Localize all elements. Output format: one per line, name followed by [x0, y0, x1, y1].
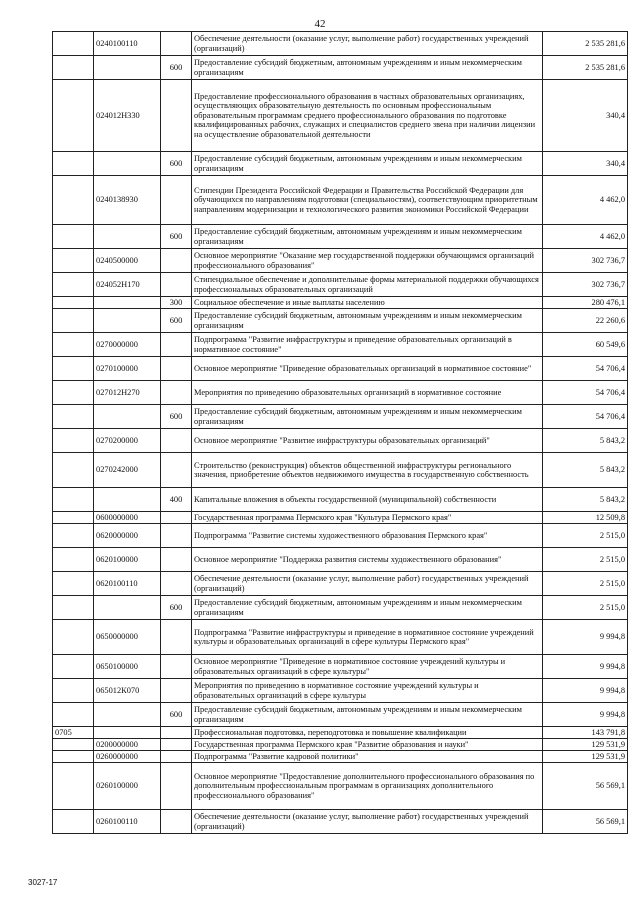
- table-row: [53, 739, 628, 751]
- section-code-cell: [53, 333, 94, 357]
- expense-type-code-cell: [161, 572, 192, 596]
- expense-type-code-cell: [161, 176, 192, 225]
- expense-type-code-cell: [161, 32, 192, 56]
- target-article-code-cell: [94, 225, 161, 249]
- expense-type-code-cell: [161, 512, 192, 524]
- expense-type-code-cell: [161, 249, 192, 273]
- table-row: [53, 225, 628, 249]
- amount-cell: 302 736,7: [543, 249, 628, 273]
- amount-cell: 5 843,2: [543, 488, 628, 512]
- section-code-cell: [53, 453, 94, 488]
- section-code-cell: 0705: [53, 727, 94, 739]
- target-article-code-cell: 024052Н170: [94, 273, 161, 297]
- item-name-cell: Основное мероприятие "Предоставление дополнительного профессионального образования по дополнительным профессиональным программам в организациях дополнительного профессионального образования": [192, 763, 543, 810]
- target-article-code-cell: 0270100000: [94, 357, 161, 381]
- target-article-code-cell: 0270242000: [94, 453, 161, 488]
- item-name-cell: Предоставление субсидий бюджетным, автономным учреждениям и иным некоммерческим организациям: [192, 596, 543, 620]
- target-article-code-cell: 0260100000: [94, 763, 161, 810]
- amount-cell: 4 462,0: [543, 225, 628, 249]
- table-row: [53, 512, 628, 524]
- expense-type-code-cell: [161, 548, 192, 572]
- item-name-cell: Подпрограмма "Развитие инфраструктуры и приведение образовательных организаций в нормативное состояние": [192, 333, 543, 357]
- target-article-code-cell: 0240500000: [94, 249, 161, 273]
- budget-table-body: [53, 32, 628, 834]
- item-name-cell: Обеспечение деятельности (оказание услуг, выполнение работ) государственных учреждений (организаций): [192, 32, 543, 56]
- expense-type-code-cell: [161, 273, 192, 297]
- amount-cell: 340,4: [543, 152, 628, 176]
- table-row: [53, 453, 628, 488]
- item-name-cell: Предоставление субсидий бюджетным, автономным учреждениям и иным некоммерческим организациям: [192, 152, 543, 176]
- table-row: [53, 655, 628, 679]
- item-name-cell: Основное мероприятие "Приведение образовательных организаций в нормативное состояние": [192, 357, 543, 381]
- amount-cell: 302 736,7: [543, 273, 628, 297]
- expense-type-code-cell: 600: [161, 152, 192, 176]
- item-name-cell: Социальное обеспечение и иные выплаты населению: [192, 297, 543, 309]
- amount-cell: 22 260,6: [543, 309, 628, 333]
- expense-type-code-cell: 600: [161, 309, 192, 333]
- table-row: [53, 32, 628, 56]
- item-name-cell: Государственная программа Пермского края "Развитие образования и науки": [192, 739, 543, 751]
- target-article-code-cell: [94, 703, 161, 727]
- target-article-code-cell: 0270200000: [94, 429, 161, 453]
- amount-cell: 9 994,8: [543, 620, 628, 655]
- amount-cell: 129 531,9: [543, 739, 628, 751]
- target-article-code-cell: [94, 309, 161, 333]
- section-code-cell: [53, 309, 94, 333]
- target-article-code-cell: 027012Н270: [94, 381, 161, 405]
- table-row: [53, 763, 628, 810]
- table-row: [53, 273, 628, 297]
- section-code-cell: [53, 176, 94, 225]
- target-article-code-cell: 0650000000: [94, 620, 161, 655]
- expense-type-code-cell: [161, 763, 192, 810]
- section-code-cell: [53, 655, 94, 679]
- section-code-cell: [53, 524, 94, 548]
- amount-cell: 5 843,2: [543, 429, 628, 453]
- item-name-cell: Подпрограмма "Развитие кадровой политики": [192, 751, 543, 763]
- expense-type-code-cell: 600: [161, 596, 192, 620]
- amount-cell: 9 994,8: [543, 703, 628, 727]
- amount-cell: 54 706,4: [543, 357, 628, 381]
- table-row: [53, 679, 628, 703]
- target-article-code-cell: 0260100110: [94, 810, 161, 834]
- item-name-cell: Мероприятия по приведению в нормативное состояние учреждений культуры и образовательных организаций в сфере культуры: [192, 679, 543, 703]
- section-code-cell: [53, 810, 94, 834]
- amount-cell: 4 462,0: [543, 176, 628, 225]
- item-name-cell: Обеспечение деятельности (оказание услуг, выполнение работ) государственных учреждений (организаций): [192, 572, 543, 596]
- expense-type-code-cell: 600: [161, 225, 192, 249]
- budget-table: [52, 31, 628, 834]
- amount-cell: 5 843,2: [543, 453, 628, 488]
- item-name-cell: Предоставление субсидий бюджетным, автономным учреждениям и иным некоммерческим организациям: [192, 309, 543, 333]
- page-number: 42: [314, 18, 326, 30]
- target-article-code-cell: [94, 152, 161, 176]
- item-name-cell: Мероприятия по приведению образовательных организаций в нормативное состояние: [192, 381, 543, 405]
- section-code-cell: [53, 739, 94, 751]
- expense-type-code-cell: 600: [161, 56, 192, 80]
- target-article-code-cell: 0240138930: [94, 176, 161, 225]
- amount-cell: 12 509,8: [543, 512, 628, 524]
- section-code-cell: [53, 751, 94, 763]
- amount-cell: 56 569,1: [543, 763, 628, 810]
- expense-type-code-cell: [161, 679, 192, 703]
- section-code-cell: [53, 32, 94, 56]
- amount-cell: 2 515,0: [543, 524, 628, 548]
- amount-cell: 9 994,8: [543, 679, 628, 703]
- expense-type-code-cell: [161, 80, 192, 152]
- section-code-cell: [53, 679, 94, 703]
- item-name-cell: Стипендиальное обеспечение и дополнительные формы материальной поддержки обучающихся профессиональных образовательных организаций: [192, 273, 543, 297]
- item-name-cell: Предоставление субсидий бюджетным, автономным учреждениям и иным некоммерческим организациям: [192, 405, 543, 429]
- table-row: [53, 572, 628, 596]
- expense-type-code-cell: [161, 429, 192, 453]
- amount-cell: 2 515,0: [543, 548, 628, 572]
- item-name-cell: Обеспечение деятельности (оказание услуг, выполнение работ) государственных учреждений (организаций): [192, 810, 543, 834]
- table-row: [53, 727, 628, 739]
- section-code-cell: [53, 225, 94, 249]
- item-name-cell: Предоставление профессионального образования в частных образовательных организациях, осуществляющих образовательную деятельность по основным профессиональным образовательным программам среднего профессионального образования по подготовке квалифицированных рабочих, служащих и специалистов среднего звена при наличии лицензии на осуществление образовательной деятельности: [192, 80, 543, 152]
- item-name-cell: Основное мероприятие "Приведение в нормативное состояние учреждений культуры и образовательных организаций в сфере культуры": [192, 655, 543, 679]
- table-row: [53, 381, 628, 405]
- section-code-cell: [53, 488, 94, 512]
- item-name-cell: Государственная программа Пермского края "Культура Пермского края": [192, 512, 543, 524]
- table-row: [53, 703, 628, 727]
- amount-cell: 129 531,9: [543, 751, 628, 763]
- expense-type-code-cell: 400: [161, 488, 192, 512]
- section-code-cell: [53, 80, 94, 152]
- item-name-cell: Строительство (реконструкция) объектов общественной инфраструктуры регионального значения, приобретение объектов недвижимого имущества в государственную собственность: [192, 453, 543, 488]
- table-row: [53, 620, 628, 655]
- table-row: [53, 524, 628, 548]
- section-code-cell: [53, 763, 94, 810]
- section-code-cell: [53, 152, 94, 176]
- table-row: [53, 80, 628, 152]
- table-row: [53, 429, 628, 453]
- target-article-code-cell: 0620000000: [94, 524, 161, 548]
- section-code-cell: [53, 703, 94, 727]
- target-article-code-cell: 065012К070: [94, 679, 161, 703]
- amount-cell: 2 515,0: [543, 572, 628, 596]
- table-row: [53, 405, 628, 429]
- expense-type-code-cell: [161, 727, 192, 739]
- table-row: [53, 176, 628, 225]
- target-article-code-cell: [94, 405, 161, 429]
- expense-type-code-cell: [161, 620, 192, 655]
- item-name-cell: Основное мероприятие "Поддержка развития системы художественного образования": [192, 548, 543, 572]
- section-code-cell: [53, 548, 94, 572]
- item-name-cell: Предоставление субсидий бюджетным, автономным учреждениям и иным некоммерческим организациям: [192, 225, 543, 249]
- table-row: [53, 810, 628, 834]
- amount-cell: 340,4: [543, 80, 628, 152]
- amount-cell: 9 994,8: [543, 655, 628, 679]
- section-code-cell: [53, 572, 94, 596]
- expense-type-code-cell: 600: [161, 405, 192, 429]
- item-name-cell: Стипендии Президента Российской Федерации и Правительства Российской Федерации для обучающихся по направлениям подготовки (специальностям), соответствующим приоритетным направлениям модернизации и технологического развития экономики Российской Федерации: [192, 176, 543, 225]
- expense-type-code-cell: [161, 333, 192, 357]
- section-code-cell: [53, 381, 94, 405]
- table-row: [53, 488, 628, 512]
- expense-type-code-cell: [161, 655, 192, 679]
- target-article-code-cell: [94, 56, 161, 80]
- section-code-cell: [53, 596, 94, 620]
- expense-type-code-cell: [161, 751, 192, 763]
- table-row: [53, 152, 628, 176]
- amount-cell: 54 706,4: [543, 405, 628, 429]
- table-row: [53, 548, 628, 572]
- table-row: [53, 56, 628, 80]
- target-article-code-cell: 0620100110: [94, 572, 161, 596]
- table-row: [53, 596, 628, 620]
- section-code-cell: [53, 620, 94, 655]
- section-code-cell: [53, 357, 94, 381]
- section-code-cell: [53, 405, 94, 429]
- table-row: [53, 751, 628, 763]
- item-name-cell: Капитальные вложения в объекты государственной (муниципальной) собственности: [192, 488, 543, 512]
- amount-cell: 54 706,4: [543, 381, 628, 405]
- table-row: [53, 297, 628, 309]
- target-article-code-cell: 0240100110: [94, 32, 161, 56]
- section-code-cell: [53, 429, 94, 453]
- amount-cell: 56 569,1: [543, 810, 628, 834]
- target-article-code-cell: [94, 488, 161, 512]
- target-article-code-cell: 024012Н330: [94, 80, 161, 152]
- item-name-cell: Подпрограмма "Развитие системы художественного образования Пермского края": [192, 524, 543, 548]
- section-code-cell: [53, 56, 94, 80]
- expense-type-code-cell: 300: [161, 297, 192, 309]
- amount-cell: 2 515,0: [543, 596, 628, 620]
- amount-cell: 60 549,6: [543, 333, 628, 357]
- expense-type-code-cell: [161, 739, 192, 751]
- item-name-cell: Профессиональная подготовка, переподготовка и повышение квалификации: [192, 727, 543, 739]
- target-article-code-cell: [94, 727, 161, 739]
- section-code-cell: [53, 512, 94, 524]
- section-code-cell: [53, 273, 94, 297]
- table-row: [53, 309, 628, 333]
- target-article-code-cell: 0200000000: [94, 739, 161, 751]
- item-name-cell: Предоставление субсидий бюджетным, автономным учреждениям и иным некоммерческим организациям: [192, 703, 543, 727]
- table-row: [53, 333, 628, 357]
- target-article-code-cell: 0650100000: [94, 655, 161, 679]
- document-footer-code: 3027-17: [28, 878, 58, 887]
- target-article-code-cell: [94, 596, 161, 620]
- target-article-code-cell: 0600000000: [94, 512, 161, 524]
- amount-cell: 143 791,8: [543, 727, 628, 739]
- target-article-code-cell: 0620100000: [94, 548, 161, 572]
- target-article-code-cell: [94, 297, 161, 309]
- expense-type-code-cell: [161, 810, 192, 834]
- target-article-code-cell: 0260000000: [94, 751, 161, 763]
- expense-type-code-cell: [161, 357, 192, 381]
- item-name-cell: Предоставление субсидий бюджетным, автономным учреждениям и иным некоммерческим организациям: [192, 56, 543, 80]
- section-code-cell: [53, 249, 94, 273]
- amount-cell: 280 476,1: [543, 297, 628, 309]
- item-name-cell: Основное мероприятие "Оказание мер государственной поддержки обучающимся организаций профессионального образования": [192, 249, 543, 273]
- section-code-cell: [53, 297, 94, 309]
- expense-type-code-cell: [161, 453, 192, 488]
- table-row: [53, 249, 628, 273]
- expense-type-code-cell: [161, 524, 192, 548]
- expense-type-code-cell: 600: [161, 703, 192, 727]
- target-article-code-cell: 0270000000: [94, 333, 161, 357]
- expense-type-code-cell: [161, 381, 192, 405]
- table-row: [53, 357, 628, 381]
- amount-cell: 2 535 281,6: [543, 56, 628, 80]
- item-name-cell: Основное мероприятие "Развитие инфраструктуры образовательных организаций": [192, 429, 543, 453]
- amount-cell: 2 535 281,6: [543, 32, 628, 56]
- item-name-cell: Подпрограмма "Развитие инфраструктуры и приведение в нормативное состояние учреждений культуры и образовательных организаций в сфере культуры Пермского края": [192, 620, 543, 655]
